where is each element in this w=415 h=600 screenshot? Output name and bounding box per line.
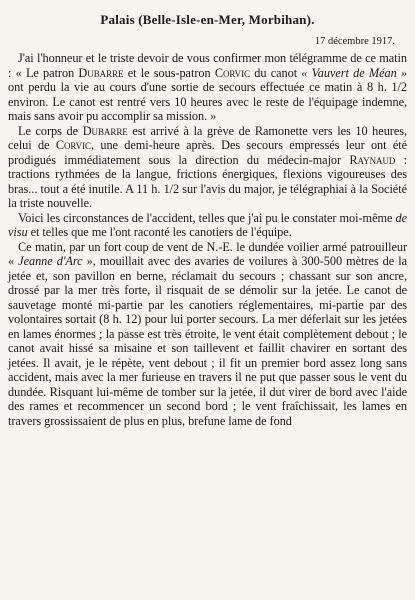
paragraph [8,240,407,429]
letter-body [8,51,407,428]
text-run: », mouillait avec des avaries de voilures à 300-500 mètres de la jetée et, son pavillon en berne, réclamait du secours ; chassant sur son ancre, drossé par la mer très forte, il risquait de se démolir sur la jetée. Le canot de sauvetage monté mi-partie par les canotiers réglementaires, mi-partie par des volontaires sortait (8 h. 12) pour lui porter secours. La mer déferlait sur les jetées en lames énormes ; la passe est très étroite, le vent était complètement debout ; le canot avait hissé sa misaine et son taillevent et faillit chavirer en sortant des jetées. Il avait, je le répète, vent debout ; il fit un premier bord assez long sans accident, mais avec la mer furieuse en travers il ne put que passer sous le vent du dundée. Risquant lui-même de tomber sur la jetée, il dut virer de bord avec l'aide des rames et recommencer un second bord ; le vent fraîchissait, les lames en travers grossissaient de plus en plus, brefune lame de fond [8,254,408,428]
text-run: J'ai l'honneur et le triste devoir de vous confirmer mon télégramme de ce matin : « Le patron [8,51,407,80]
text-run: : tractions rythmées de la langue, frictions énergiques, flexions vigoureuses des bras... tout a été inutile. A 11 h. 1/2 sur l'avis du major, je télégraphiai à la Société la triste nouvelle. [8,152,407,210]
text-run: , une demi-heure après. Des secours empressés leur ont été prodigués immédiatement sous la direction du médecin-major [8,138,408,167]
person-name: Corvic [214,65,251,80]
italic-text: Jeanne d'Arc [18,254,83,268]
paragraph [8,51,407,124]
text-run: ont perdu la vie au cours d'une sortie de secours effectuée ce matin à 8 h. 1/2 environ. Le canot est rentré vers 10 heures avec le reste de l'équipage indemne, mais sans avoir pu accomplir sa mission. » [8,80,407,123]
paragraph [8,124,407,211]
person-name: Dubarre [78,65,124,80]
paragraph [8,211,407,240]
italic-text: de visu [8,210,407,239]
italic-text: « Vauvert de Méan » [301,65,408,80]
letter-heading: Palais (Belle-Isle-en-Mer, Morbihan). [100,12,315,27]
letter-date: 17 décembre 1917. [314,36,395,47]
person-name: Corvic [55,138,91,152]
text-run: Ce matin, par un fort coup de vent de N.-E. le dundée voilier armé patrouilleur « [8,239,407,268]
text-run: du canot [250,65,302,80]
person-name: Raynaud [349,152,396,167]
person-name: Dubarre [82,123,128,138]
text-run: et le sous-patron [123,65,215,80]
text-run: et telles que me l'ont raconté les canotiers de l'équipe. [27,225,292,239]
text-run: Le corps de [18,123,83,138]
text-run: Voici les circonstances de l'accident, telles que j'ai pu le constater moi-même [18,210,396,225]
text-run: est arrivé à la grève de Ramonette vers les 10 heures, celui de [8,123,407,152]
